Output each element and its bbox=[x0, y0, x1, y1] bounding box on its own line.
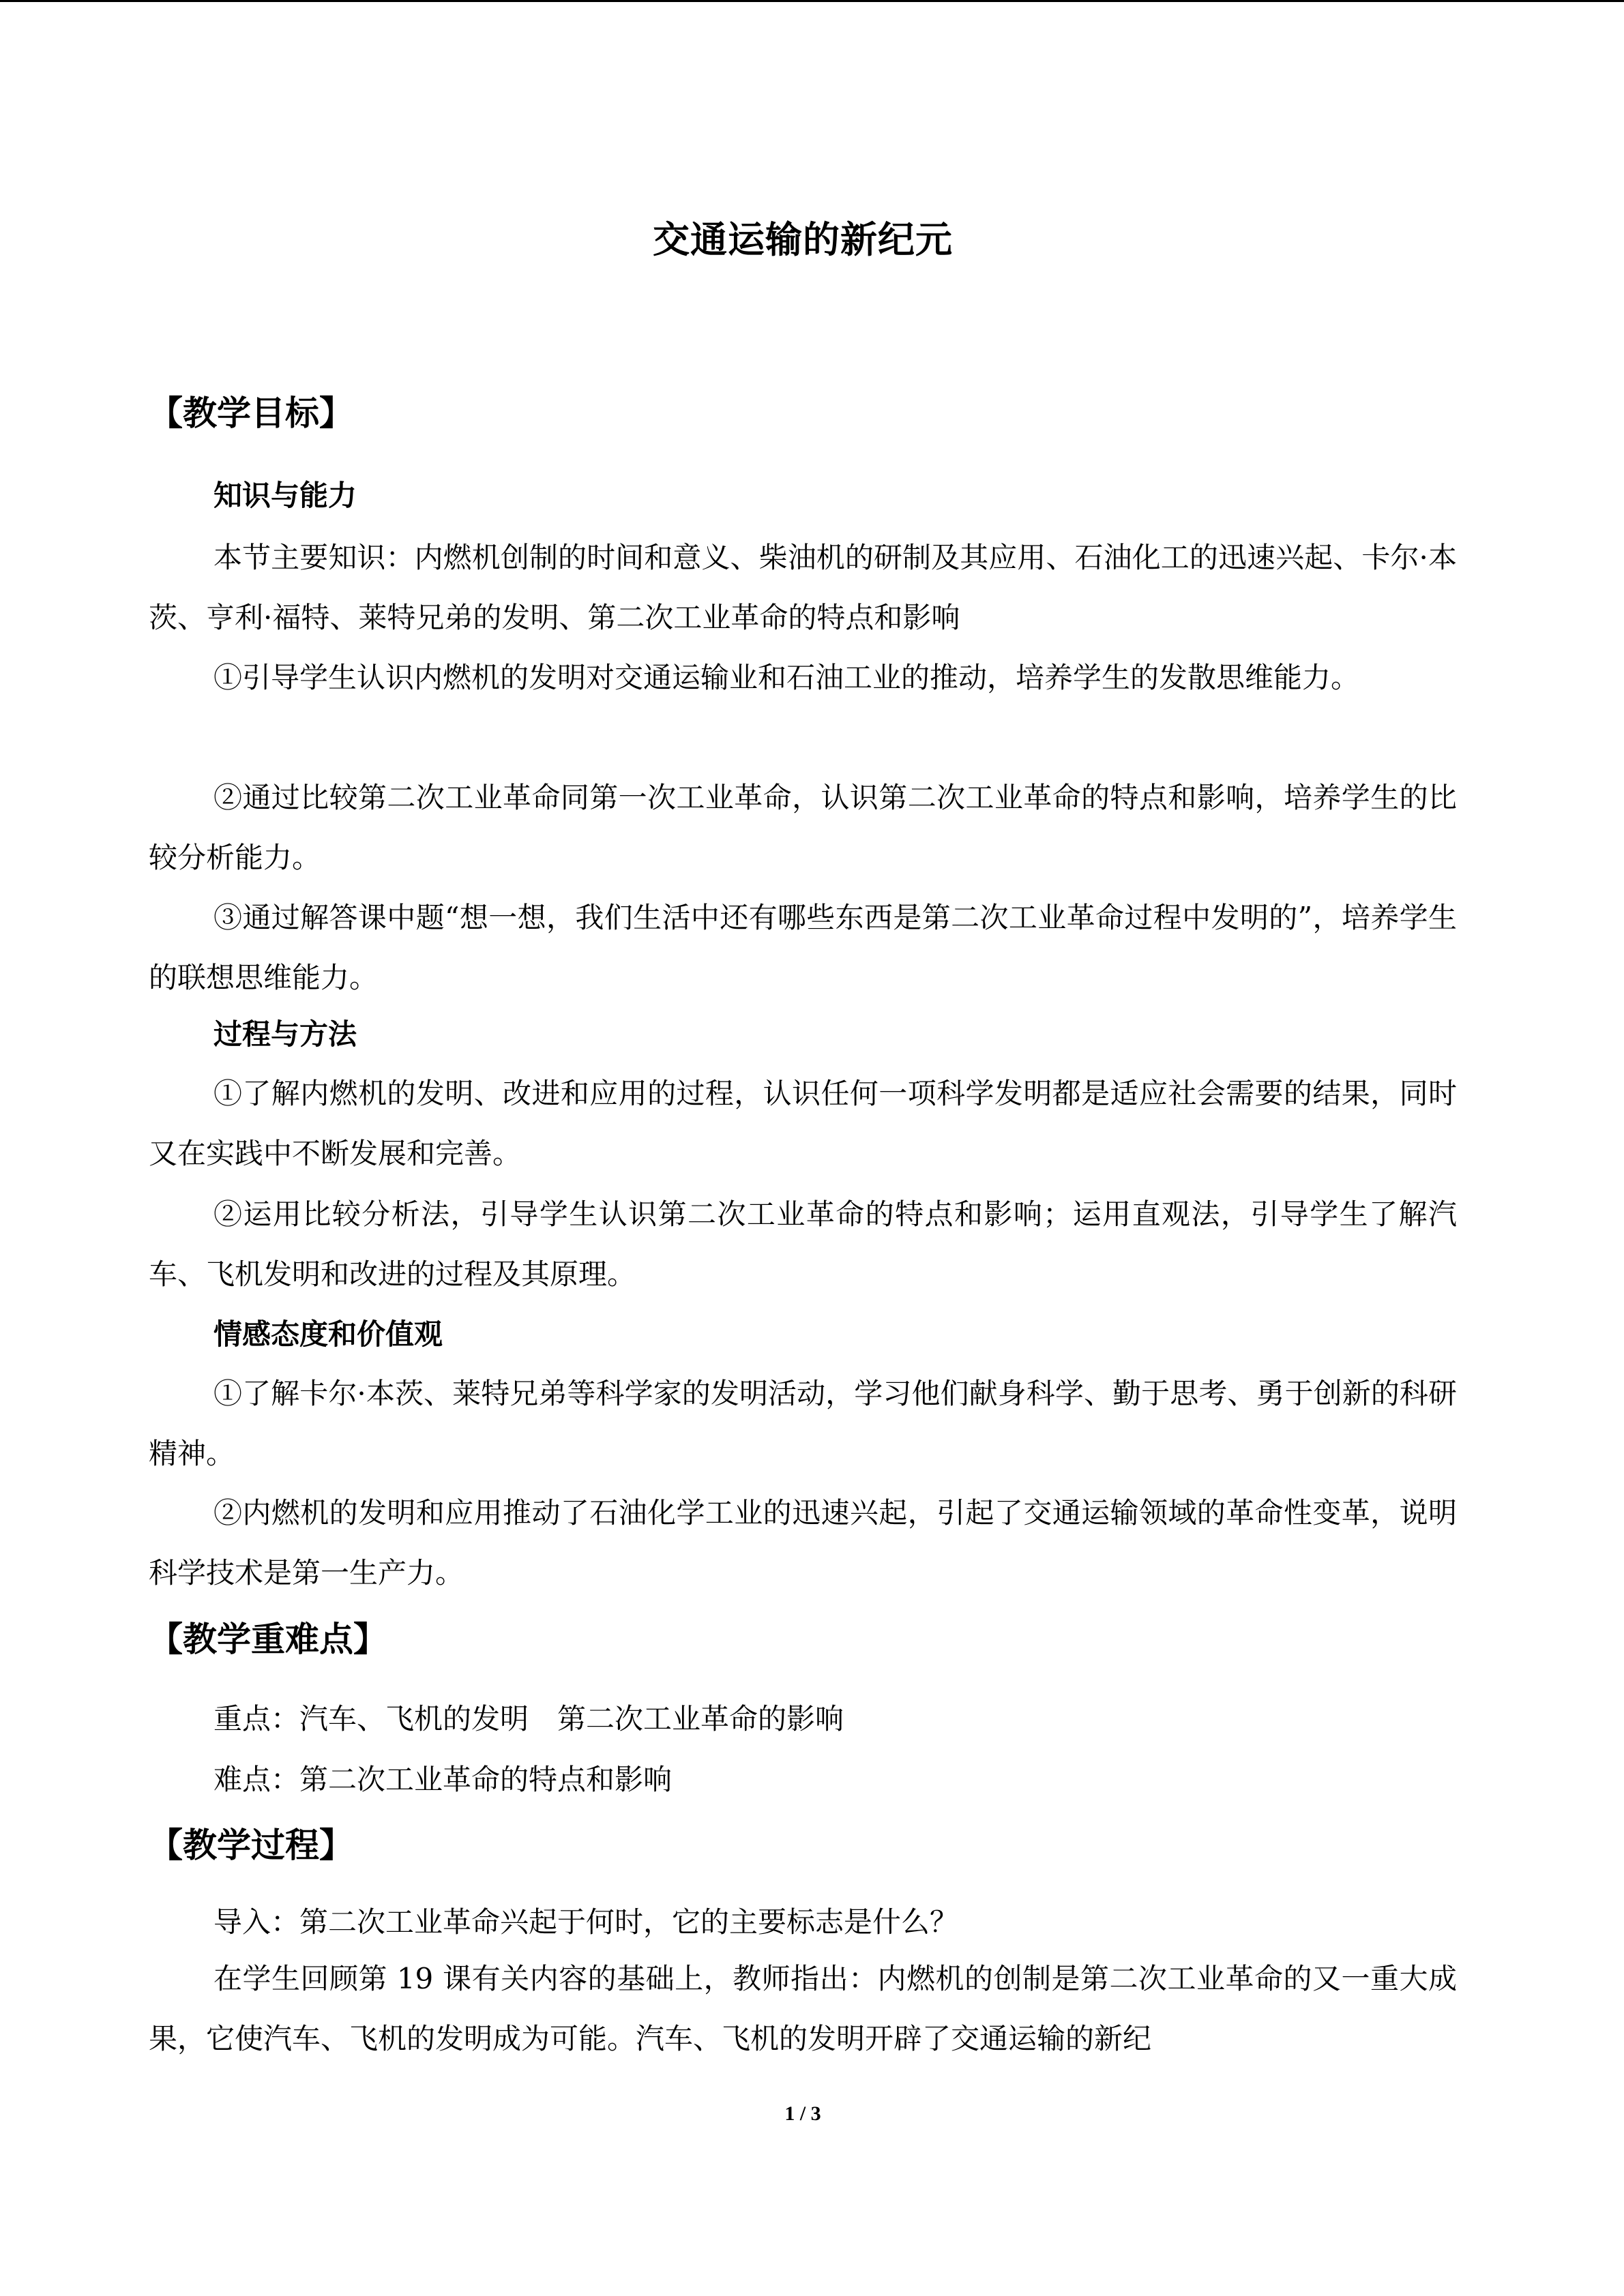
paragraph-knowledge-2: ②通过比较第二次工业革命同第一次工业革命，认识第二次工业革命的特点和影响，培养学生的比较分析能力。 bbox=[149, 781, 1457, 874]
subheading-values: 情感态度和价值观 bbox=[213, 1317, 443, 1351]
section-heading-objectives: 【教学目标】 bbox=[149, 393, 353, 433]
procedure-intro: 导入：第二次工业革命兴起于何时，它的主要标志是什么？ bbox=[213, 1905, 959, 1939]
section-heading-key-points: 【教学重难点】 bbox=[149, 1620, 387, 1659]
document-title: 交通运输的新纪元 bbox=[653, 218, 953, 261]
page-number: 1 / 3 bbox=[784, 2102, 821, 2125]
paragraph-process-2: ②运用比较分析法，引导学生认识第二次工业革命的特点和影响；运用直观法，引导学生了解汽车、飞机发明和改进的过程及其原理。 bbox=[149, 1197, 1457, 1291]
paragraph-procedure-1: 在学生回顾第 19 课有关内容的基础上，教师指出：内燃机的创制是第二次工业革命的又一重大成果，它使汽车、飞机的发明成为可能。汽车、飞机的发明开辟了交通运输的新纪 bbox=[149, 1962, 1457, 2055]
subheading-process: 过程与方法 bbox=[213, 1017, 357, 1051]
paragraph-knowledge-main: 本节主要知识：内燃机创制的时间和意义、柴油机的研制及其应用、石油化工的迅速兴起、卡尔·本茨、亨利·福特、莱特兄弟的发明、第二次工业革命的特点和影响 bbox=[149, 541, 1457, 634]
key-point-difficulty: 难点：第二次工业革命的特点和影响 bbox=[213, 1763, 673, 1796]
paragraph-values-1: ①了解卡尔·本茨、莱特兄弟等科学家的发明活动，学习他们献身科学、勤于思考、勇于创新的科研精神。 bbox=[149, 1377, 1457, 1470]
section-heading-procedure: 【教学过程】 bbox=[149, 1825, 353, 1865]
subheading-knowledge: 知识与能力 bbox=[213, 479, 357, 512]
paragraph-knowledge-1: ①引导学生认识内燃机的发明对交通运输业和石油工业的推动，培养学生的发散思维能力。 bbox=[213, 661, 1360, 694]
paragraph-process-1: ①了解内燃机的发明、改进和应用的过程，认识任何一项科学发明都是适应社会需要的结果，同时又在实践中不断发展和完善。 bbox=[149, 1077, 1457, 1170]
paragraph-values-2: ②内燃机的发明和应用推动了石油化学工业的迅速兴起，引起了交通运输领域的革命性变革，说明科学技术是第一生产力。 bbox=[149, 1496, 1457, 1590]
top-border-line bbox=[0, 0, 1624, 2]
key-point-focus: 重点：汽车、飞机的发明 第二次工业革命的影响 bbox=[213, 1702, 844, 1735]
paragraph-knowledge-3: ③通过解答课中题“想一想，我们生活中还有哪些东西是第二次工业革命过程中发明的”，培养学生的联想思维能力。 bbox=[149, 901, 1457, 994]
